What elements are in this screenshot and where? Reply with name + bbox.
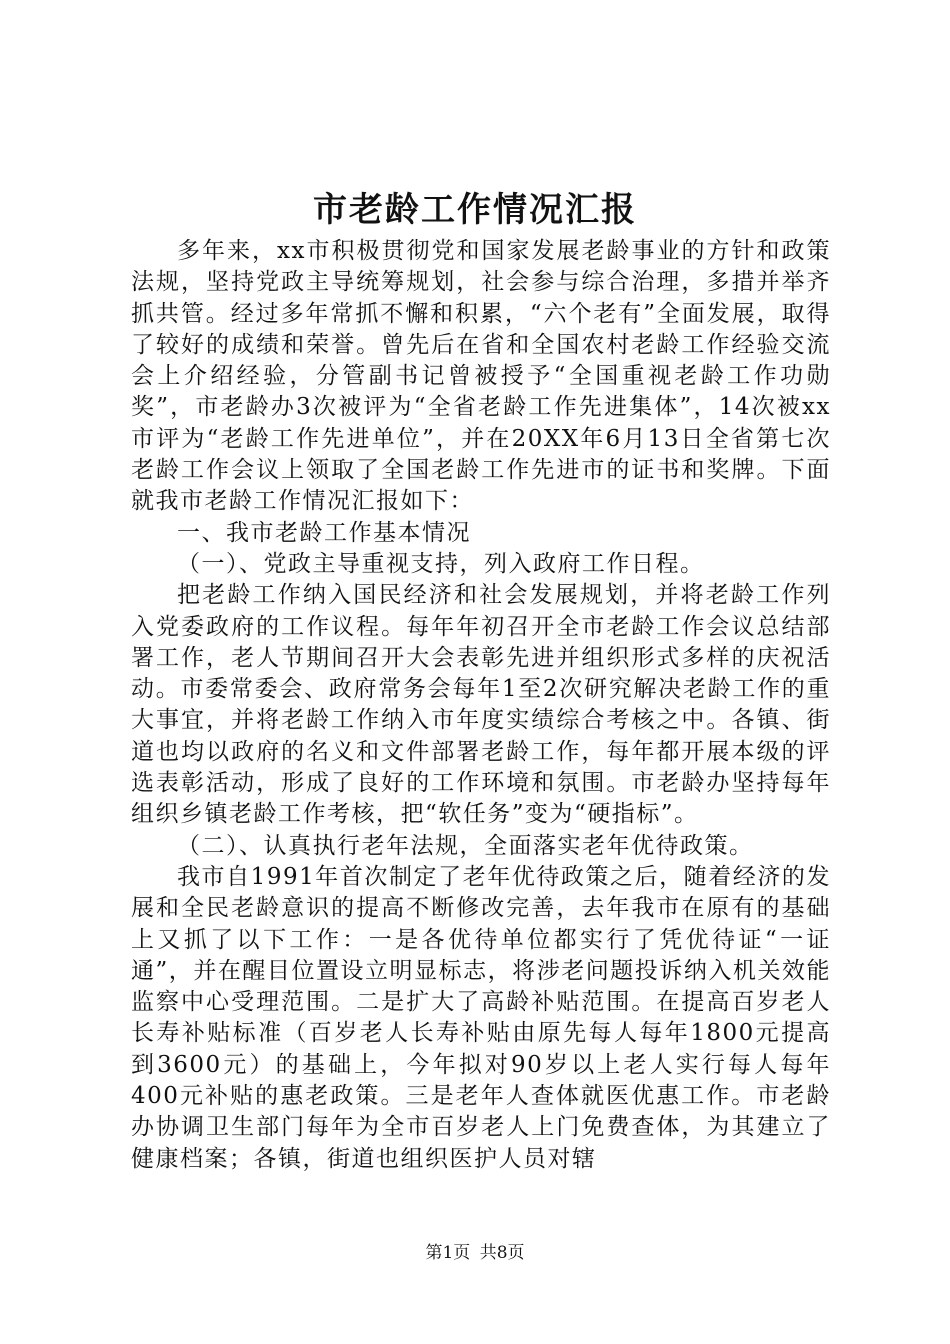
paragraph-intro: 多年来，xx市积极贯彻党和国家发展老龄事业的方针和政策法规，坚持党政主导统筹规划，社会参与综合治理，多措并举齐抓共管。经过多年常抓不懈和积累，“六个老有”全面发展，取得了较好的成绩和荣誉。曾先后在省和全国农村老龄工作经验交流会上介绍经验，分管副书记曾被授予“全国重视老龄工作功勋奖”，市老龄办3次被评为“全省老龄工作先进集体”，14次被xx市评为“老龄工作先进单位”，并在20XX年6月13日全省第七次老龄工作会议上领取了全国老龄工作先进市的证书和奖牌。下面就我市老龄工作情况汇报如下： (131, 238, 831, 515)
paragraph-subsection-1: 把老龄工作纳入国民经济和社会发展规划，并将老龄工作列入党委政府的工作议程。每年年初召开全市老龄工作会议总结部署工作，老人节期间召开大会表彰先进并组织形式多样的庆祝活动。市委常委会、政府常务会每年1至2次研究解决老龄工作的重大事宜，并将老龄工作纳入市年度实绩综合考核之中。各镇、街道也均以政府的名义和文件部署老龄工作，每年都开展本级的评选表彰活动，形成了良好的工作环境和氛围。市老龄办坚持每年组织乡镇老龄工作考核，把“软任务”变为“硬指标”。 (131, 582, 831, 828)
page-total: 共8页 (479, 1243, 525, 1263)
paragraph-subsection-2: 我市自1991年首次制定了老年优待政策之后，随着经济的发展和全民老龄意识的提高不断修改完善，去年我市在原有的基础上又抓了以下工作：一是各优待单位都实行了凭优待证“一证通”，并在醒目位置设立明显标志，将涉老问题投诉纳入机关效能监察中心受理范围。二是扩大了高龄补贴范围。在提高百岁老人长寿补贴标准（百岁老人长寿补贴由原先每人每年1800元提高到3600元）的基础上，今年拟对90岁以上老人实行每人每年400元补贴的惠老政策。三是老年人查体就医优惠工作。市老龄办协调卫生部门每年为全市百岁老人上门免费查体，为其建立了健康档案；各镇，街道也组织医护人员对辖 (131, 863, 831, 1172)
page-footer (0, 1241, 950, 1265)
subsection-heading-1: （一）、党政主导重视支持，列入政府工作日程。 (177, 550, 705, 577)
page-number: 第1页 (425, 1243, 471, 1263)
section-heading-1: 一、我市老龄工作基本情况 (177, 519, 471, 546)
document-title: 市老龄工作情况汇报 (313, 190, 637, 230)
document-body (131, 236, 831, 1175)
subsection-heading-2: （二）、认真执行老年法规，全面落实老年优待政策。 (177, 832, 754, 859)
